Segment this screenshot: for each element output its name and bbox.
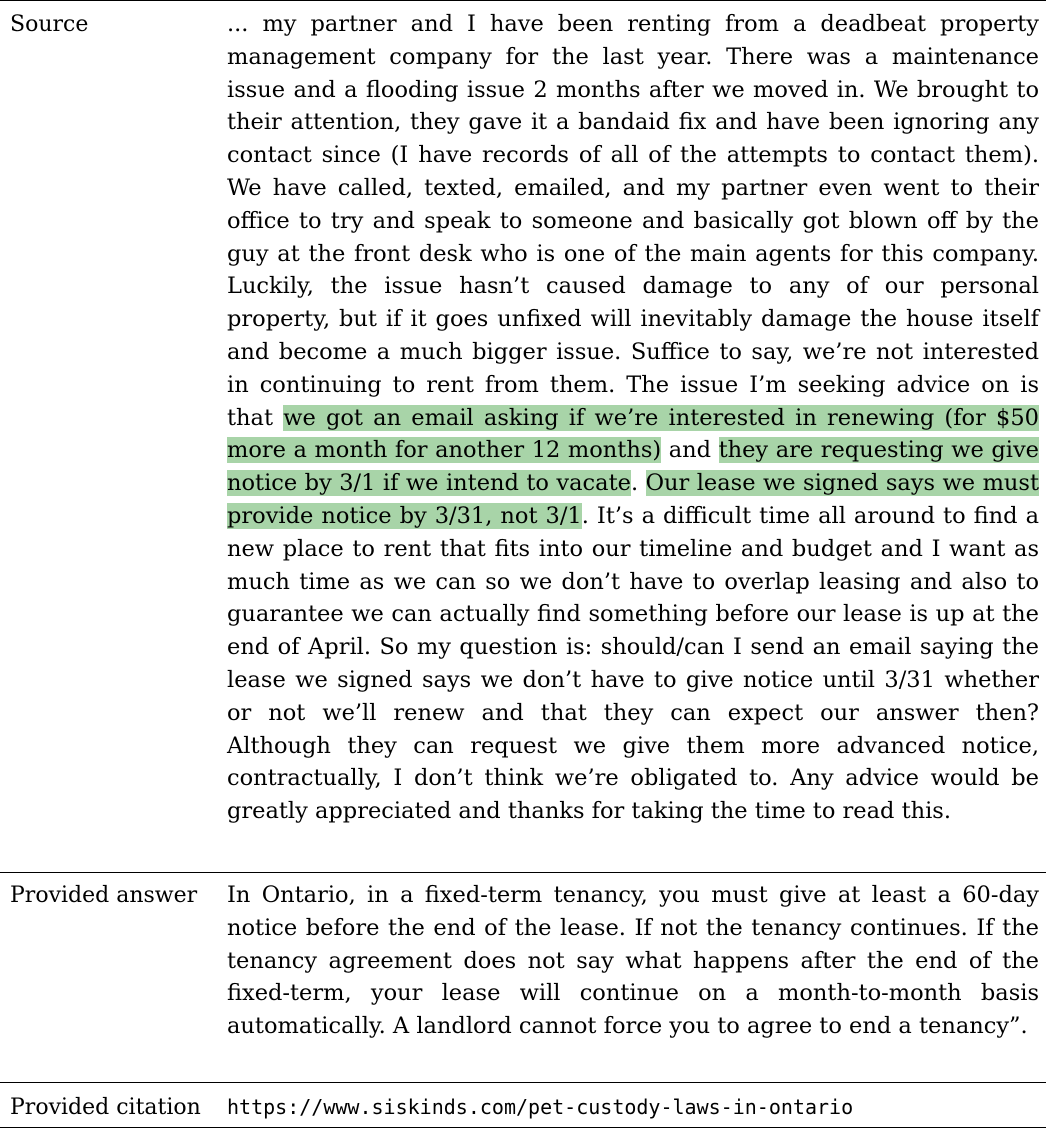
table-top-rule — [0, 0, 1046, 1]
source-segment: ... my partner and I have been renting from a deadbeat property management company for the last year. There was a maintenance issue and a flooding issue 2 months after we moved in. We brought to their attention, they gave it a bandaid fix and have been ignoring any contact since (I have records of all of the attempts to contact them). We have called, texted, emailed, and my partner even went to their office to try and speak to someone and basically got blown off by the guy at the front desk who is one of the main agents for this company. Luckily, the issue hasn’t caused damage to any of our personal property, but if it goes unfixed will inevitably damage the house itself and become a much bigger issue. Suffice to say, we’re not interested in continuing to rent from them. The issue I’m seeking advice on is that — [227, 11, 1039, 431]
row-label-provided-citation: Provided citation — [10, 1095, 201, 1120]
source-text — [227, 8, 1039, 828]
source-segment: and — [661, 437, 719, 464]
row-label-source: Source — [10, 12, 89, 37]
source-highlight: we got an email asking if we’re interested in renewing (for $50 more a month for another 12 months) — [227, 404, 1039, 464]
provided-answer-text: In Ontario, in a fixed-term tenancy, you must give at least a 60-day notice before the end of the lease. If not the tenancy continues. If the tenancy agreement does not say what happens after the end of the fixed-term, your lease will continue on a month-to-month basis automatically. A landlord cannot force you to agree to end a tenancy”. — [227, 882, 1039, 1040]
source-segment: . It’s a difficult time all around to find a new place to rent that fits into our timeline and budget and I want as much time as we can so we don’t have to overlap leasing and also to guarantee we can actually find something before our lease is up at the end of April. So my question is: should/can I send an email saying the lease we signed says we don’t have to give notice until 3/31 whether or not we’ll renew and that they can expect our answer then? Although they can request we give them more advanced notice, contractually, I don’t think we’re obligated to. Any advice would be greatly appreciated and thanks for taking the time to read this. — [227, 502, 1039, 825]
row-divider — [0, 872, 1046, 873]
source-highlight: Our lease we signed says we must provide notice by 3/31, not 3/1 — [227, 470, 1039, 529]
row-divider — [0, 1082, 1046, 1083]
row-label-provided-answer: Provided answer — [10, 883, 198, 908]
source-segment: . — [630, 470, 646, 497]
provided-citation-url: https://www.siskinds.com/pet-custody-laws-in-ontario — [227, 1095, 854, 1119]
source-highlight: they are requesting we give notice by 3/1 if we intend to vacate — [227, 437, 1039, 497]
table-bottom-rule — [0, 1127, 1046, 1128]
